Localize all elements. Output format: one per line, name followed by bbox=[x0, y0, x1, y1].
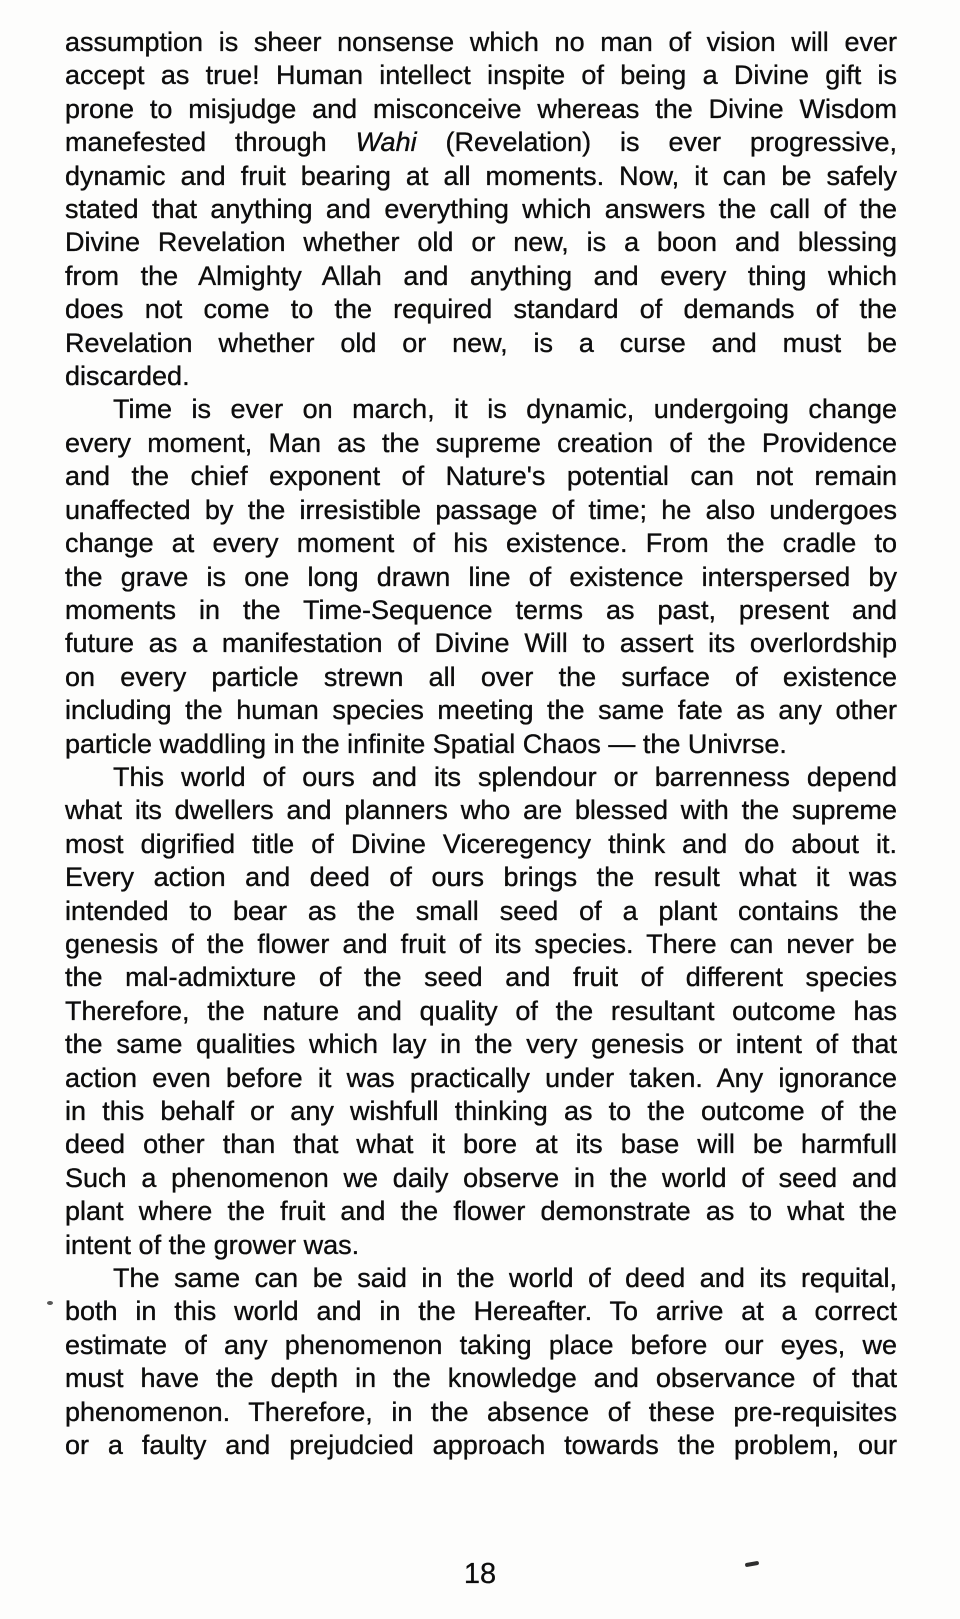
body-text bbox=[65, 26, 897, 1462]
text-line: and the chief exponent of Nature's potential can not remain bbox=[65, 461, 897, 492]
text-line: future as a manifestation of Divine Will to assert its overlordship bbox=[65, 628, 897, 659]
text-line: prone to misjudge and misconceive whereas the Divine Wisdom bbox=[65, 93, 897, 124]
text-line: Such a phenomenon we daily observe in the world of seed and bbox=[65, 1162, 897, 1193]
text-line: unaffected by the irresistible passage of time; he also undergoes bbox=[65, 494, 897, 525]
text-line: most digrified title of Divine Viceregency think and do about it. bbox=[65, 828, 897, 859]
text-line: estimate of any phenomenon taking place before our eyes, we bbox=[65, 1329, 897, 1360]
text-line: the grave is one long drawn line of existence interspersed by bbox=[65, 561, 897, 592]
text-line: intended to bear as the small seed of a plant contains the bbox=[65, 895, 897, 926]
text-line: plant where the fruit and the flower demonstrate as to what the bbox=[65, 1196, 897, 1227]
scan-artifact-dot bbox=[47, 1301, 53, 1305]
text-segment: (Revelation) is ever progressive, bbox=[416, 127, 898, 158]
text-line: must have the depth in the knowledge and observance of that bbox=[65, 1363, 897, 1394]
text-line: in this behalf or any wishfull thinking as to the outcome of the bbox=[65, 1096, 897, 1126]
text-line: on every particle strewn all over the surface of existence bbox=[65, 661, 897, 692]
text-line: Divine Revelation whether old or new, is a boon and blessing bbox=[65, 227, 897, 258]
text-line: discarded. bbox=[65, 361, 190, 392]
text-line: genesis of the flower and fruit of its species. There can never be bbox=[65, 928, 897, 959]
text-line: change at every moment of his existence. From the cradle to bbox=[65, 528, 897, 559]
text-line: Time is ever on march, it is dynamic, undergoing change bbox=[113, 394, 897, 425]
text-line: stated that anything and everything which answers the call of the bbox=[65, 194, 897, 225]
text-segment: manefested through bbox=[65, 127, 356, 158]
text-line: phenomenon. Therefore, in the absence of these pre-requisites bbox=[65, 1396, 897, 1427]
text-line: This world of ours and its splendour or barrenness depend bbox=[113, 761, 897, 792]
text-line: or a faulty and prejudcied approach towards the problem, our bbox=[65, 1430, 897, 1461]
text-line: Every action and deed of ours brings the result what it was bbox=[65, 862, 897, 893]
text-line: does not come to the required standard of demands of the bbox=[65, 294, 897, 325]
text-line: action even before it was practically under taken. Any ignorance bbox=[65, 1062, 897, 1093]
italic-term: Wahi bbox=[355, 127, 417, 158]
text-line: Revelation whether old or new, is a curse and must be bbox=[65, 327, 897, 358]
text-line: what its dwellers and planners who are blessed with the supreme bbox=[65, 795, 897, 826]
text-line: particle waddling in the infinite Spatial Chaos — the Univrse. bbox=[65, 728, 787, 759]
text-line: from the Almighty Allah and anything and every thing which bbox=[65, 260, 897, 291]
text-line: intent of the grower was. bbox=[65, 1229, 360, 1260]
text-line: accept as true! Human intellect inspite of being a Divine gift is bbox=[65, 60, 897, 91]
text-line: the same qualities which lay in the very genesis or intent of that bbox=[65, 1029, 897, 1060]
text-line: assumption is sheer nonsense which no man of vision will ever bbox=[65, 27, 897, 57]
text-line: every moment, Man as the supreme creation of the Providence bbox=[65, 427, 897, 458]
text-line: including the human species meeting the same fate as any other bbox=[65, 695, 897, 726]
page-footer bbox=[0, 1558, 960, 1591]
text-line: the mal-admixture of the seed and fruit of different species bbox=[65, 962, 897, 993]
page-number: 18 bbox=[463, 1558, 497, 1590]
text-line bbox=[65, 126, 897, 159]
text-line: dynamic and fruit bearing at all moments. Now, it can be safely bbox=[65, 160, 897, 191]
text-line: moments in the Time-Sequence terms as past, present and bbox=[65, 594, 897, 625]
text-line: Therefore, the nature and quality of the resultant outcome has bbox=[65, 995, 897, 1026]
text-line: deed other than that what it bore at its base will be harmfull bbox=[65, 1129, 897, 1160]
text-line: both in this world and in the Hereafter. To arrive at a correct bbox=[65, 1296, 897, 1327]
text-line: The same can be said in the world of deed and its requital, bbox=[113, 1263, 897, 1294]
